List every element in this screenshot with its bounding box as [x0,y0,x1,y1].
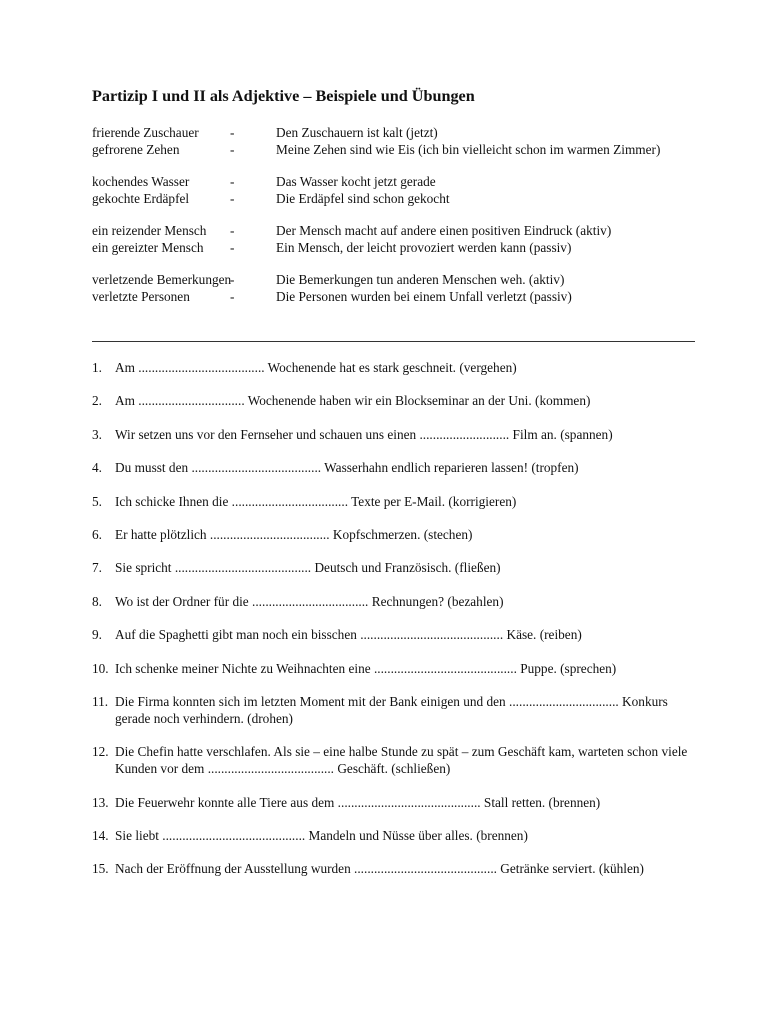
example-term: gekochte Erdäpfel [92,191,190,206]
example-row [92,190,696,207]
example-row [92,271,696,288]
exercise-text: Wir setzen uns vor den Fernseher und schauen uns einen ........................... Film an. (spannen) [115,426,613,442]
example-group [92,173,696,207]
example-explanation: Die Erdäpfel sind schon gekocht [276,191,450,206]
exercise-item [92,493,696,510]
example-term: verletzte Personen [92,289,190,304]
exercise-number: 9. [92,627,102,643]
example-row [92,288,696,305]
example-row [92,141,696,158]
example-row [92,239,696,256]
example-term: frierende Zuschauer [92,125,199,140]
exercise-text: Nach der Eröffnung der Ausstellung wurden ........................................... Getränke serviert. (kühlen) [115,861,644,877]
exercise-text: Die Firma konnten sich im letzten Moment mit der Bank einigen und den ................................. Konkurs gerade noch verhindern. (drohen) [115,693,668,726]
exercise-number: 1. [92,360,102,375]
example-group [92,271,696,305]
example-dash: - [230,191,235,206]
exercise-text: Auf die Spaghetti gibt man noch ein bisschen ........................................... Käse. (reiben) [115,627,582,643]
exercise-item [92,526,696,543]
exercise-item [92,459,696,476]
exercise-number: 5. [92,493,102,509]
section-divider [92,341,695,342]
example-row [92,173,696,190]
exercise-item [92,743,696,777]
exercise-item [92,626,696,643]
exercise-text: Am ................................ Wochenende haben wir ein Blockseminar an der Uni. (kommen) [115,393,591,409]
example-explanation: Die Bemerkungen tun anderen Menschen weh. (aktiv) [276,272,565,287]
example-term: verletzende Bemerkungen [92,272,232,287]
exercise-text: Am ...................................... Wochenende hat es stark geschneit. (vergehen) [115,360,517,375]
exercise-number: 6. [92,526,102,542]
exercise-item [92,693,696,727]
exercise-number: 2. [92,393,102,409]
exercise-number: 11. [92,693,109,709]
exercise-number: 12. [92,744,109,760]
page-title: Partizip I und II als Adjektive – Beispiele und Übungen [92,87,475,105]
exercise-item [92,359,696,376]
example-row [92,124,696,141]
exercise-text: Du musst den ....................................... Wasserhahn endlich reparieren lassen! (tropfen) [115,460,579,476]
exercise-item [92,860,696,877]
example-term: kochendes Wasser [92,174,190,189]
exercise-text: Die Feuerwehr konnte alle Tiere aus dem ........................................... Stall retten. (brennen) [115,794,601,810]
worksheet [92,86,696,320]
example-term: ein reizender Mensch [92,223,207,238]
exercise-text: Sie spricht ......................................... Deutsch und Französisch. (fließen) [115,560,501,576]
example-explanation: Der Mensch macht auf andere einen positiven Eindruck (aktiv) [276,223,612,238]
example-explanation: Das Wasser kocht jetzt gerade [276,174,436,189]
exercise-item [92,559,696,576]
examples-section [92,124,696,305]
exercise-text: Ich schicke Ihnen die ................................... Texte per E-Mail. (korrigieren) [115,493,517,509]
exercise-number: 7. [92,560,102,576]
exercise-text: Er hatte plötzlich .................................... Kopfschmerzen. (stechen) [115,526,473,542]
exercise-item [92,392,696,409]
exercise-text: Sie liebt ........................................... Mandeln und Nüsse über alles. (brennen) [115,828,528,844]
example-group [92,222,696,256]
exercise-number: 3. [92,426,102,442]
exercise-number: 4. [92,460,102,476]
exercise-text: Ich schenke meiner Nichte zu Weihnachten eine ........................................... Puppe. (sprechen) [115,660,617,676]
example-explanation: Ein Mensch, der leicht provoziert werden kann (passiv) [276,240,572,255]
exercise-list [92,359,696,894]
exercise-item [92,827,696,844]
exercise-text: Die Chefin hatte verschlafen. Als sie – eine halbe Stunde zu spät – zum Geschäft kam, warteten schon viele Kunden vor dem ...................................... Geschäft. (schließen) [115,744,688,777]
exercise-item [92,660,696,677]
example-term: ein gereizter Mensch [92,240,204,255]
example-explanation: Die Personen wurden bei einem Unfall verletzt (passiv) [276,289,572,304]
example-dash: - [230,272,235,287]
example-dash: - [230,142,235,157]
example-dash: - [230,289,235,304]
example-dash: - [230,240,235,255]
exercise-text: Wo ist der Ordner für die ................................... Rechnungen? (bezahlen) [115,593,504,609]
exercise-item [92,593,696,610]
example-explanation: Meine Zehen sind wie Eis (ich bin vielleicht schon im warmen Zimmer) [276,142,661,157]
exercise-number: 15. [92,861,109,877]
exercise-item [92,426,696,443]
exercise-number: 8. [92,593,102,609]
example-dash: - [230,125,235,140]
example-dash: - [230,223,235,238]
exercise-item [92,794,696,811]
example-group [92,124,696,158]
example-row [92,222,696,239]
exercise-number: 13. [92,794,109,810]
exercise-number: 14. [92,828,109,844]
example-explanation: Den Zuschauern ist kalt (jetzt) [276,125,438,140]
example-dash: - [230,174,235,189]
example-term: gefrorene Zehen [92,142,180,157]
exercise-number: 10. [92,660,109,676]
